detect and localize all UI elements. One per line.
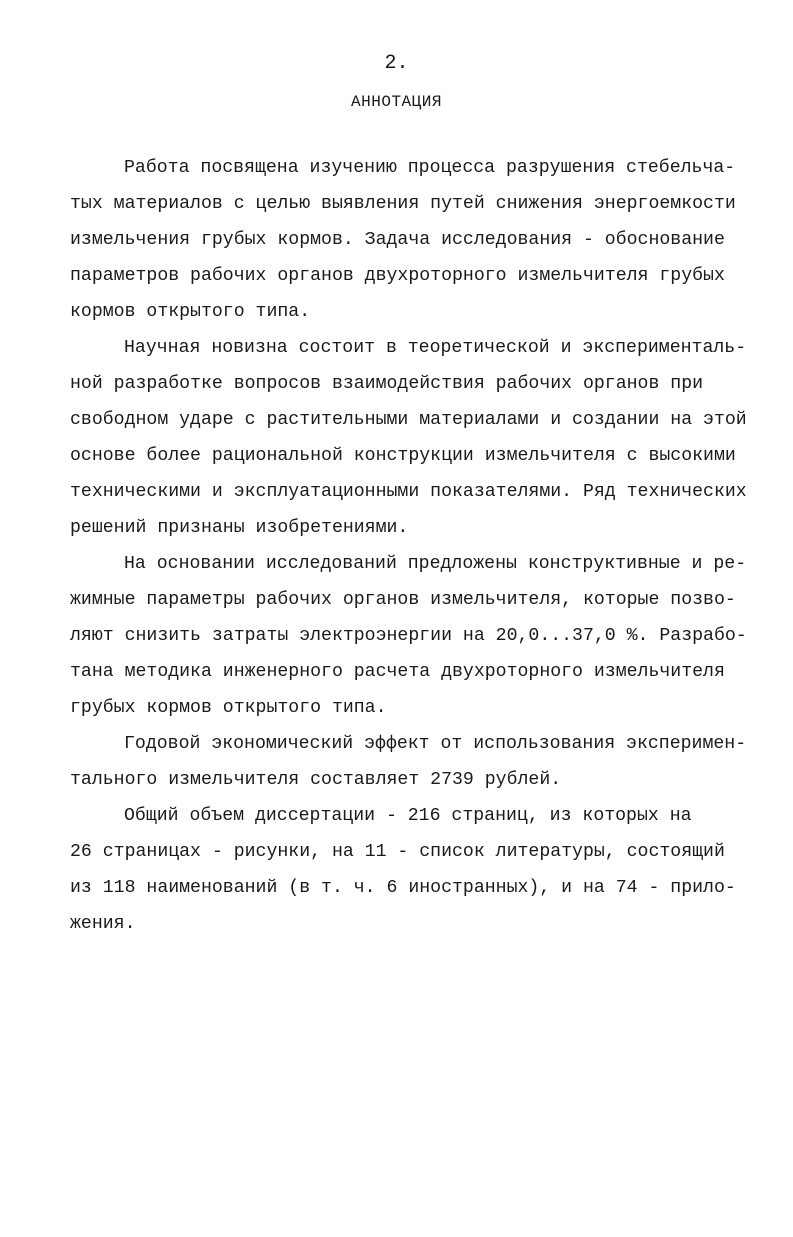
text-line: На основании исследований предложены конструктивные и ре- — [124, 554, 747, 574]
text-line: техническими и эксплуатационными показателями. Ряд технических — [70, 482, 747, 502]
abstract-body — [70, 150, 747, 942]
page-title: АННОТАЦИЯ — [351, 93, 442, 111]
text-line: измельчения грубых кормов. Задача исследования - обоснование — [70, 230, 725, 250]
text-line: кормов открытого типа. — [70, 302, 311, 322]
page-number: 2. — [384, 52, 409, 75]
text-line: из 118 наименований (в т. ч. 6 иностранных), и на 74 - прило- — [70, 878, 736, 898]
paragraph-purpose — [70, 150, 735, 330]
text-line: Научная новизна состоит в теоретической и эксперименталь- — [124, 338, 747, 358]
text-line: Годовой экономический эффект от использования эксперимен- — [124, 734, 747, 754]
paragraph-results — [70, 546, 747, 726]
text-line: Общий объем диссертации - 216 страниц, из которых на — [124, 806, 692, 826]
text-line: жения. — [70, 914, 136, 934]
text-line: тана методика инженерного расчета двухроторного измельчителя — [70, 662, 725, 682]
text-line: тального измельчителя составляет 2739 рублей. — [70, 770, 562, 790]
paragraph-economic-effect — [70, 726, 747, 798]
text-line: свободном ударе с растительными материалами и создании на этой — [70, 410, 747, 430]
text-line: 26 страницах - рисунки, на 11 - список литературы, состоящий — [70, 842, 725, 862]
text-line: жимные параметры рабочих органов измельчителя, которые позво- — [70, 590, 736, 610]
paragraph-novelty — [70, 330, 747, 546]
text-line: тых материалов с целью выявления путей снижения энергоемкости — [70, 194, 736, 214]
text-line: Работа посвящена изучению процесса разрушения стебельча- — [124, 158, 736, 178]
text-line: параметров рабочих органов двухроторного измельчителя грубых — [70, 266, 725, 286]
text-line: основе более рациональной конструкции измельчителя с высокими — [70, 446, 736, 466]
text-line: решений признаны изобретениями. — [70, 518, 409, 538]
text-line: грубых кормов открытого типа. — [70, 698, 387, 718]
text-line: ляют снизить затраты электроэнергии на 20,0...37,0 %. Разрабо- — [70, 626, 747, 646]
text-line: ной разработке вопросов взаимодействия рабочих органов при — [70, 374, 704, 394]
paragraph-volume — [70, 798, 735, 942]
